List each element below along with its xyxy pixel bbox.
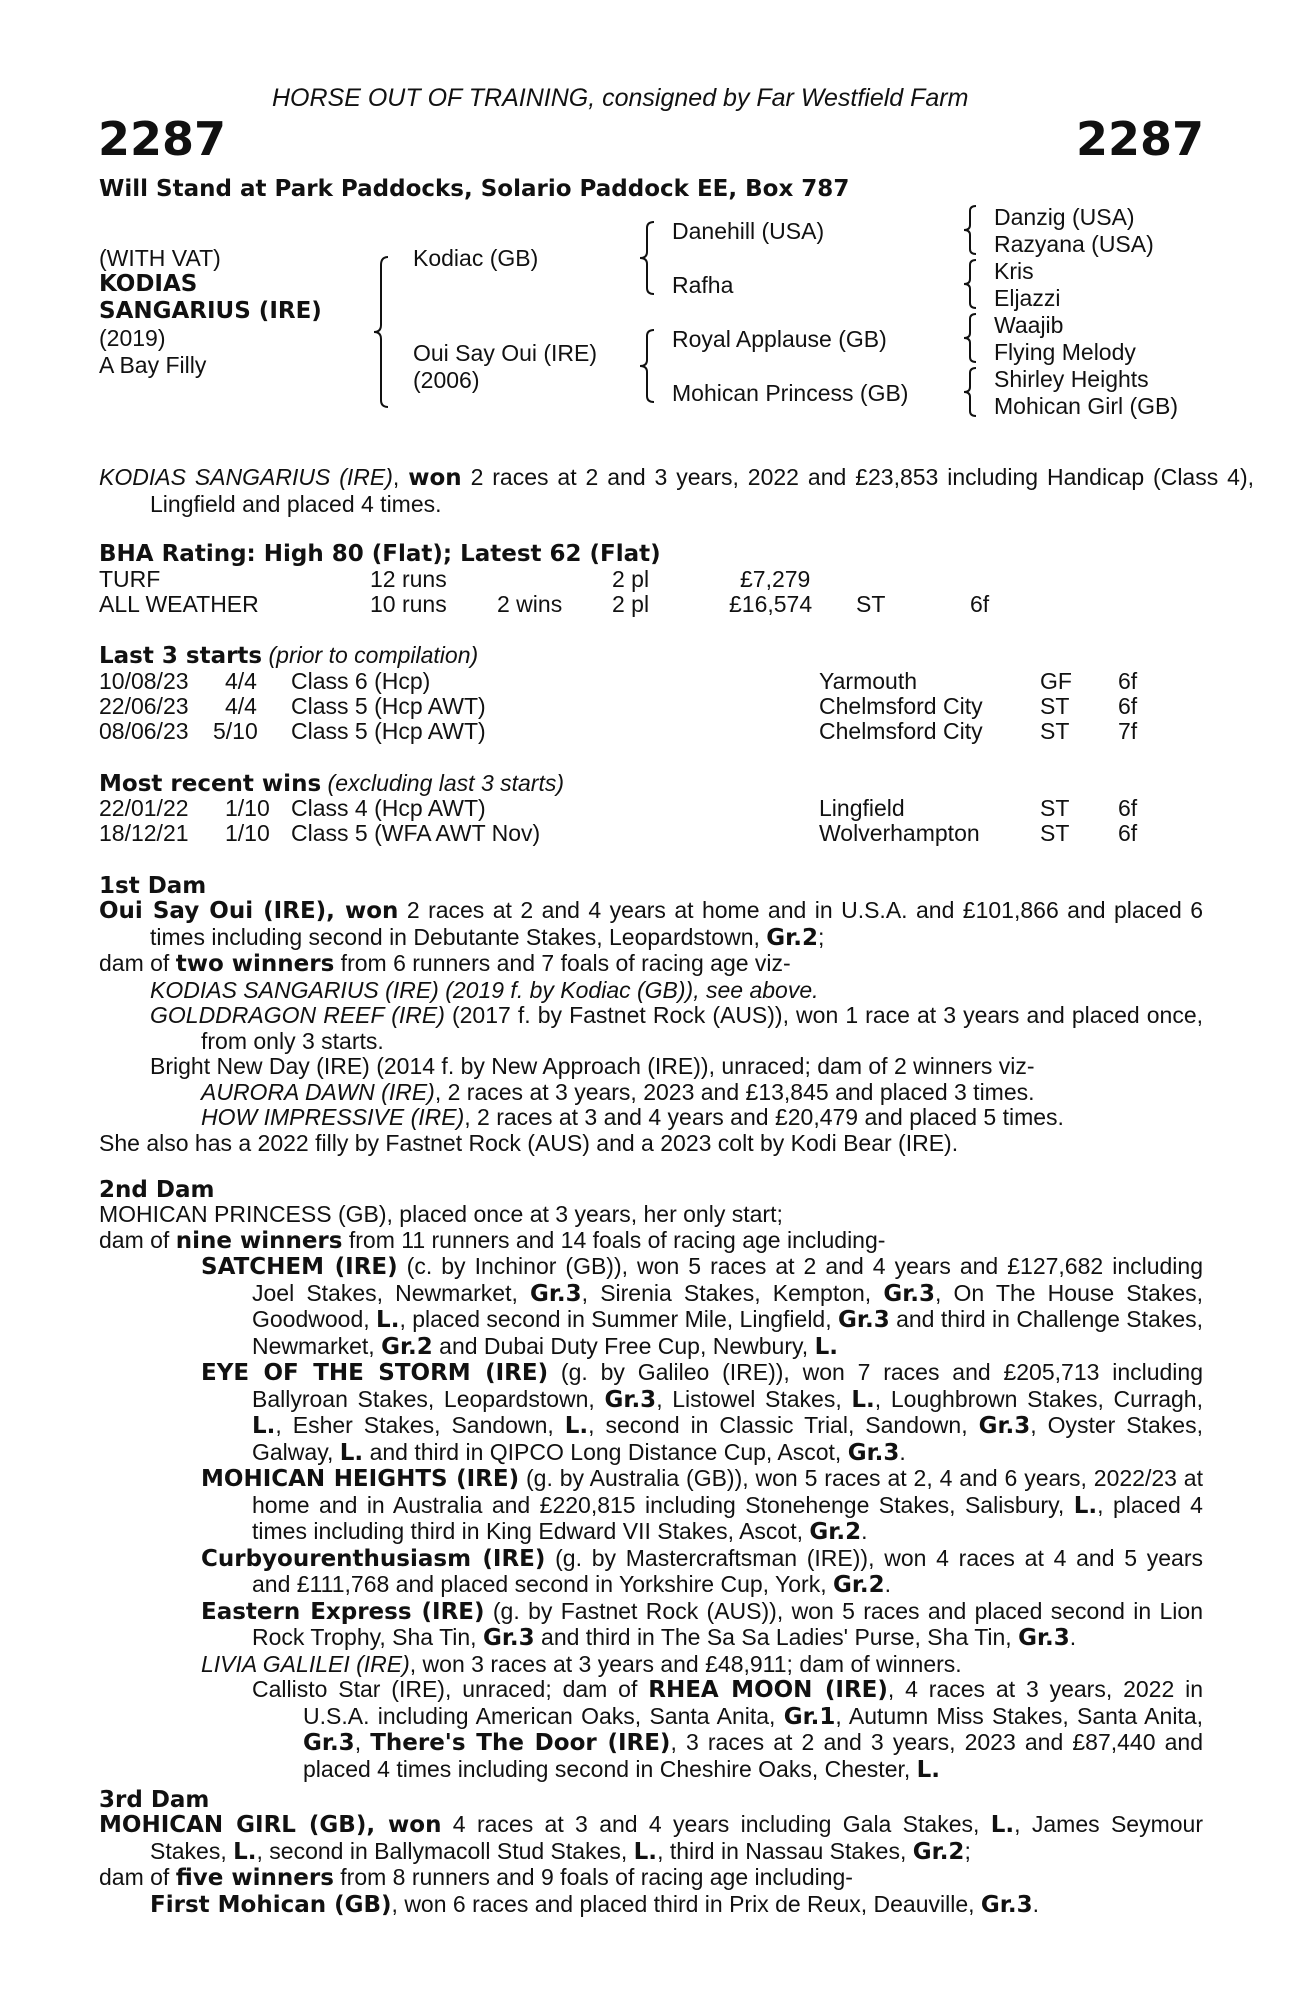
progeny-text: .	[861, 1518, 868, 1544]
stand-location: Will Stand at Park Paddocks, Solario Paddock EE, Box 787	[99, 176, 850, 202]
rating-runs: 10 runs	[370, 591, 447, 617]
grandprogeny-entry	[99, 1080, 1203, 1106]
winners-count: two winners	[175, 951, 335, 977]
start-row	[99, 719, 1203, 745]
pedigree-dam-year: (2006)	[413, 367, 480, 393]
horse-name-line1: KODIAS	[99, 271, 198, 297]
progeny-text: , Autumn Miss Stakes, Santa Anita,	[835, 1702, 1203, 1729]
grade-label: L.	[851, 1386, 875, 1413]
win-position: 1/10	[225, 795, 270, 821]
grade-label: Gr.3	[838, 1307, 890, 1333]
progeny-name: EYE OF THE STORM (IRE)	[201, 1360, 549, 1386]
progeny-entry	[99, 1599, 1203, 1652]
second-dam-title: 2nd Dam	[99, 1177, 215, 1203]
third-dam-body	[99, 1812, 1203, 1918]
rating-prize: £7,279	[740, 566, 811, 592]
pedigree-sds: Kris	[994, 258, 1034, 284]
progeny-name: There's The Door (IRE)	[370, 1730, 671, 1756]
progeny-text: , won 6 races and placed third in Prix de Reux, Deauville,	[391, 1890, 981, 1917]
second-dam-record: MOHICAN PRINCESS (GB), placed once at 3 years, her only start;	[99, 1201, 783, 1227]
grade-label: Gr.2	[912, 1838, 965, 1865]
dam-name: MOHICAN GIRL (GB)	[99, 1812, 367, 1838]
first-dam-body	[99, 898, 1203, 1156]
summary-horse-name: KODIAS SANGARIUS (IRE)	[99, 464, 393, 490]
rating-row	[99, 592, 1203, 618]
horse-year: (2019)	[99, 325, 166, 351]
rating-prize: £16,574	[729, 591, 813, 617]
progeny-text: (g. by Galileo (IRE)), won 7 races and £205,713 including Ballyroan Stakes, Leopardstown,	[252, 1359, 1203, 1412]
progeny-entry	[99, 1254, 1203, 1360]
pedigree-ddd: Mohican Girl (GB)	[994, 393, 1179, 419]
progeny-text: , placed 4 times including third in King Edward VII Stakes, Ascot,	[252, 1491, 1203, 1544]
record-text: 2 races at 2 and 4 years at home and in U.S.A. and £101,866 and placed 6 times including second in Debutante Stakes, Leopardstown,	[150, 897, 1203, 950]
progeny-text: .	[1032, 1890, 1039, 1917]
win-row	[99, 821, 1203, 847]
grade-label: Gr.3	[978, 1413, 1031, 1439]
grade-label: Gr.3	[604, 1386, 657, 1413]
winners-count: nine winners	[175, 1227, 343, 1254]
start-course: Yarmouth	[819, 668, 918, 694]
progeny-text: , 4 races at 3 years, 2022 in U.S.A. including American Oaks, Santa Anita,	[303, 1676, 1204, 1729]
summary-text: 2 races at 2 and 3 years, 2022 and £23,853 including Handicap (Class 4), Lingfield and placed 4 times.	[150, 464, 1254, 517]
rating-row	[99, 567, 1203, 593]
start-position: 5/10	[213, 718, 258, 744]
progeny-text: , Listowel Stakes,	[656, 1385, 852, 1412]
vat-note: (WITH VAT)	[99, 245, 221, 271]
progeny-text: , second in Classic Trial, Sandown,	[588, 1412, 979, 1438]
win-going: ST	[1040, 820, 1070, 846]
horse-description: A Bay Filly	[99, 352, 207, 378]
progeny-name: First Mohican (GB)	[150, 1891, 392, 1918]
progeny-entry	[99, 1892, 1203, 1919]
grade-label: Gr.3	[529, 1280, 582, 1307]
progeny-text: , 3 races at 2 and 3 years, 2023 and £87,440 and placed 4 times including second in Cheshire Oaks, Chester,	[303, 1729, 1204, 1782]
pedigree-sd: Rafha	[672, 272, 734, 298]
start-distance: 7f	[1118, 718, 1138, 744]
progeny-name: Eastern Express (IRE)	[201, 1598, 485, 1625]
progeny-text: , Esher Stakes, Sandown,	[275, 1412, 565, 1438]
won-label: , won	[366, 1812, 442, 1838]
recent-wins-note: (excluding last 3 starts)	[327, 770, 565, 796]
winners-count: five winners	[175, 1865, 334, 1891]
progeny-entry: Bright New Day (IRE) (2014 f. by New Approach (IRE)), unraced; dam of 2 winners viz-	[150, 1053, 1035, 1079]
progeny-text: (2019 f. by Kodiac (GB)), see above.	[438, 976, 819, 1003]
pedigree-brace-sd	[962, 258, 980, 312]
progeny-entry	[99, 1546, 1203, 1599]
grade-label: L.	[564, 1413, 589, 1439]
progeny-name: AURORA DAWN (IRE)	[201, 1078, 435, 1105]
start-race: Class 5 (Hcp AWT)	[291, 718, 486, 744]
grade-label: L.	[814, 1333, 838, 1360]
racing-summary: KODIAS SANGARIUS (IRE), won 2 races at 2 and 3 years, 2022 and £23,853 including Handicap (Class 4), Lingfield and placed 4 times.	[99, 464, 1254, 517]
progeny-name: KODIAS SANGARIUS (IRE)	[150, 976, 439, 1003]
rating-runs: 12 runs	[370, 566, 447, 592]
grade-label: Gr.2	[832, 1572, 885, 1598]
third-dam-title: 3rd Dam	[99, 1787, 210, 1813]
grade-label: L.	[990, 1812, 1015, 1838]
grade-label: Gr.3	[883, 1280, 936, 1307]
start-race: Class 5 (Hcp AWT)	[291, 693, 486, 719]
rating-distance: 6f	[970, 591, 990, 617]
produce-text: from 6 runners and 7 foals of racing age viz-	[334, 950, 791, 976]
first-dam-record	[99, 898, 1203, 951]
progeny-name: SATCHEM (IRE)	[201, 1254, 398, 1280]
win-going: ST	[1040, 795, 1070, 821]
summary-won: won	[408, 465, 462, 491]
first-dam-produce	[99, 951, 1203, 978]
grade-label: Gr.3	[980, 1891, 1033, 1918]
first-dam-title: 1st Dam	[99, 873, 207, 899]
progeny-text: (g. by Fastnet Rock (AUS)), won 5 races and placed second in Lion Rock Trophy, Sha Tin,	[252, 1597, 1203, 1650]
win-date: 18/12/21	[99, 820, 189, 846]
progeny-text: , Sirenia Stakes, Kempton,	[581, 1279, 884, 1306]
start-position: 4/4	[225, 693, 257, 719]
record-text: 4 races at 3 and 4 years including Gala Stakes,	[441, 1811, 991, 1837]
produce-text: dam of	[99, 1864, 176, 1890]
win-position: 1/10	[225, 820, 270, 846]
second-dam-body	[99, 1202, 1203, 1783]
pedigree-brace-sire	[638, 220, 658, 298]
rating-placed: 2 pl	[612, 566, 650, 592]
lot-number-left: 2287	[98, 112, 227, 166]
pedigree-ss: Danehill (USA)	[672, 218, 825, 244]
progeny-text: Callisto Star (IRE), unraced; dam of	[252, 1676, 649, 1702]
grade-label: L.	[916, 1756, 941, 1783]
record-text: , James Seymour Stakes,	[150, 1811, 1203, 1864]
win-distance: 6f	[1118, 820, 1138, 846]
progeny-text: , Loughbrown Stakes, Curragh,	[874, 1385, 1203, 1412]
start-row	[99, 694, 1203, 720]
progeny-text: , Oyster Stakes, Galway,	[252, 1412, 1203, 1465]
pedigree-dam: Oui Say Oui (IRE)	[413, 340, 598, 366]
rating-surface: TURF	[99, 566, 161, 592]
produce-text: dam of	[99, 1226, 176, 1253]
win-distance: 6f	[1118, 795, 1138, 821]
start-distance: 6f	[1118, 668, 1138, 694]
first-dam-note: She also has a 2022 filly by Fastnet Rock (AUS) and a 2023 colt by Kodi Bear (IRE).	[99, 1129, 959, 1156]
produce-text: dam of	[99, 950, 176, 976]
grade-label: Gr.3	[303, 1730, 355, 1756]
second-dam-produce	[99, 1228, 1203, 1255]
win-row	[99, 796, 1203, 822]
progeny-entry	[99, 1652, 1203, 1678]
grandprogeny-entry	[99, 1105, 1203, 1131]
rating-going: ST	[856, 591, 886, 617]
grade-label: Gr.2	[381, 1333, 433, 1360]
progeny-text: , won 3 races at 3 years and £48,911; dam of winners.	[409, 1650, 962, 1677]
third-dam-produce	[99, 1865, 1203, 1892]
start-position: 4/4	[225, 668, 257, 694]
start-going: ST	[1040, 718, 1070, 744]
win-course: Lingfield	[819, 795, 905, 821]
grandprogeny-entry	[99, 1677, 1203, 1783]
pedigree-sss: Danzig (USA)	[994, 204, 1135, 230]
third-dam-record	[99, 1812, 1203, 1865]
grade-label: L.	[633, 1838, 658, 1865]
grade-label: Gr.2	[766, 924, 818, 951]
pedigree-brace-dd	[962, 366, 980, 420]
grade-label: L.	[233, 1838, 257, 1865]
recent-wins-heading	[99, 771, 564, 798]
progeny-text: .	[884, 1571, 892, 1597]
start-course: Chelmsford City	[819, 693, 983, 719]
record-text: , second in Ballymacoll Stud Stakes,	[256, 1837, 634, 1864]
record-text: ;	[964, 1837, 971, 1864]
grade-label: Gr.2	[809, 1519, 862, 1545]
grade-label: L.	[252, 1413, 276, 1439]
win-date: 22/01/22	[99, 795, 189, 821]
progeny-text: (g. by Mastercraftsman (IRE)), won 4 races at 4 and 5 years and £111,768 and placed second in Yorkshire Cup, York,	[252, 1544, 1203, 1597]
produce-text: from 11 runners and 14 foals of racing age including-	[342, 1226, 886, 1253]
pedigree-dsd: Flying Melody	[994, 339, 1136, 365]
last-starts-note: (prior to compilation)	[268, 642, 479, 668]
progeny-text: (g. by Australia (GB)), won 5 races at 2, 4 and 6 years, 2022/23 at home and in Australia and £220,815 including Stonehenge Stakes, Salisbury,	[252, 1465, 1203, 1518]
grade-label: L.	[339, 1439, 364, 1466]
start-going: GF	[1040, 668, 1072, 694]
pedigree-sire: Kodiac (GB)	[413, 245, 539, 271]
progeny-entry	[99, 1466, 1203, 1546]
horse-name-line2: SANGARIUS (IRE)	[99, 298, 322, 324]
start-course: Chelmsford City	[819, 718, 983, 744]
start-date: 10/08/23	[99, 668, 189, 694]
recent-wins-title: Most recent wins	[99, 771, 322, 797]
progeny-text: , 2 races at 3 years, 2023 and £13,845 and placed 3 times.	[434, 1078, 1035, 1105]
pedigree-dds: Shirley Heights	[994, 366, 1149, 392]
record-text: , third in Nassau Stakes,	[657, 1837, 913, 1864]
progeny-text: and Dubai Duty Free Cup, Newbury,	[432, 1332, 815, 1359]
start-date: 08/06/23	[99, 718, 189, 744]
progeny-text: and third in The Sa Sa Ladies' Purse, Sha Tin,	[534, 1624, 1019, 1650]
progeny-text: (c. by Inchinor (GB)), won 5 races at 2 and 4 years and £127,682 including Joel Stakes, Newmarket,	[252, 1253, 1203, 1306]
win-race: Class 4 (Hcp AWT)	[291, 795, 486, 821]
rating-surface: ALL WEATHER	[99, 591, 259, 617]
progeny-entry	[99, 978, 1203, 1004]
rating-wins: 2 wins	[497, 591, 563, 617]
grade-label: Gr.3	[847, 1439, 900, 1466]
progeny-text: , placed second in Summer Mile, Lingfield,	[399, 1306, 839, 1332]
start-race: Class 6 (Hcp)	[291, 668, 431, 694]
pedigree-brace-main	[372, 255, 392, 410]
progeny-name: MOHICAN HEIGHTS (IRE)	[201, 1466, 520, 1492]
pedigree-sdd: Eljazzi	[994, 285, 1061, 311]
progeny-text: and third in QIPCO Long Distance Cup, Ascot,	[363, 1438, 848, 1465]
pedigree-brace-ss	[962, 204, 980, 258]
progeny-entry	[99, 1360, 1203, 1466]
win-race: Class 5 (WFA AWT Nov)	[291, 820, 541, 846]
start-distance: 6f	[1118, 693, 1138, 719]
progeny-name: LIVIA GALILEI (IRE)	[201, 1650, 410, 1677]
last-starts-heading	[99, 643, 478, 670]
progeny-text: .	[899, 1438, 906, 1465]
progeny-text: , On The House Stakes, Goodwood,	[252, 1279, 1204, 1332]
grade-label: Gr.1	[783, 1703, 836, 1730]
progeny-name: RHEA MOON (IRE)	[648, 1677, 888, 1703]
pedigree-ssd: Razyana (USA)	[994, 231, 1154, 257]
pedigree-ds: Royal Applause (GB)	[672, 326, 887, 352]
progeny-text: , 2 races at 3 and 4 years and £20,479 and placed 5 times.	[464, 1104, 1064, 1130]
last-starts-title: Last 3 starts	[99, 643, 263, 669]
produce-text: from 8 runners and 9 foals of racing age including-	[333, 1864, 853, 1890]
progeny-text: (2017 f. by Fastnet Rock (AUS)), won 1 race at 3 years and placed once, from only 3 starts.	[201, 1002, 1204, 1054]
won-label: , won	[326, 898, 399, 924]
win-course: Wolverhampton	[819, 820, 980, 846]
grade-label: Gr.3	[1018, 1625, 1070, 1651]
pedigree-dd: Mohican Princess (GB)	[672, 380, 909, 406]
grade-label: L.	[1073, 1492, 1098, 1519]
dam-name: Oui Say Oui (IRE)	[99, 898, 327, 924]
consignment-line: HORSE OUT OF TRAINING, consigned by Far Westfield Farm	[272, 84, 969, 112]
bha-rating-title: BHA Rating: High 80 (Flat); Latest 62 (Flat)	[99, 541, 661, 567]
rating-placed: 2 pl	[612, 591, 650, 617]
progeny-name: Curbyourenthusiasm (IRE)	[201, 1545, 546, 1572]
progeny-text: .	[1069, 1624, 1077, 1650]
pedigree-dss: Waajib	[994, 312, 1064, 338]
progeny-text: and third in Challenge Stakes, Newmarket,	[252, 1306, 1203, 1359]
lot-number-right: 2287	[1075, 112, 1204, 166]
progeny-text: ,	[354, 1729, 371, 1755]
pedigree-brace-ds	[962, 312, 980, 366]
progeny-entry	[99, 1003, 1203, 1054]
progeny-name: GOLDDRAGON REEF (IRE)	[150, 1002, 445, 1028]
start-going: ST	[1040, 693, 1070, 719]
progeny-name: HOW IMPRESSIVE (IRE)	[201, 1104, 465, 1130]
grade-label: Gr.3	[482, 1625, 535, 1651]
start-row	[99, 669, 1203, 695]
start-date: 22/06/23	[99, 693, 189, 719]
pedigree-brace-dam	[638, 328, 658, 406]
grade-label: L.	[376, 1307, 400, 1333]
record-text: ;	[817, 923, 825, 950]
